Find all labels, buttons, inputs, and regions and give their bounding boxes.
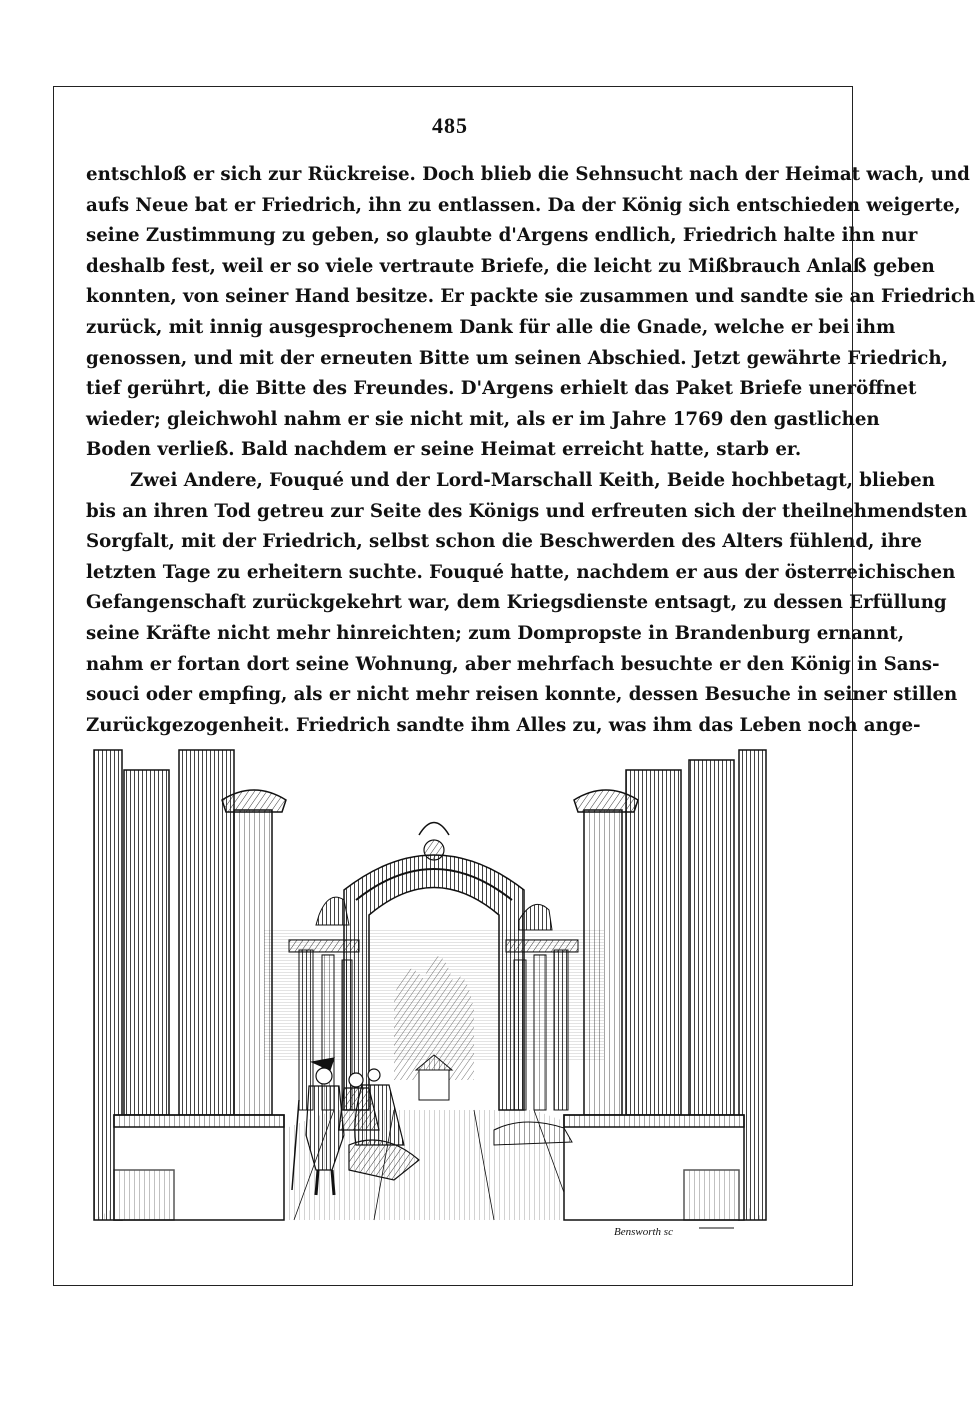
text-line: entschloß er sich zur Rückreise. Doch blieb die Sehnsucht nach der Heimat wach, und [86,164,970,185]
text-line: aufs Neue bat er Friedrich, ihn zu entlassen. Da der König sich entschieden weigerte, [86,194,961,216]
body-text [86,160,975,741]
text-line: tief gerührt, die Bitte des Freundes. D'Argens erhielt das Paket Briefe uneröffnet [86,378,917,400]
page-number: 485 [432,113,468,138]
text-line: nahm er fortan dort seine Wohnung, aber mehrfach besuchte er den König in Sans- [86,653,940,675]
text-line: bis an ihren Tod getreu zur Seite des Königs und erfreuten sich der theilnehmendsten [86,500,968,522]
text-line: Zwei Andere, Fouqué und der Lord-Marschall Keith, Beide hochbetagt, blieben [130,469,935,491]
text-line: Gefangenschaft zurückgekehrt war, dem Kriegsdienste entsagt, zu dessen Erfüllung [86,592,947,614]
text-line: Zurückgezogenheit. Friedrich sandte ihm Alles zu, was ihm das Leben noch ange- [86,714,921,736]
text-line: zurück, mit innig ausgesprochenem Dank für alle die Gnade, welche er bei ihm [86,316,896,338]
text-line: konnten, von seiner Hand besitze. Er packte sie zusammen und sandte sie an Friedrich [86,286,975,308]
text-line: genossen, und mit der erneuten Bitte um seinen Abschied. Jetzt gewährte Friedrich, [86,347,948,369]
text-line: seine Zustimmung zu geben, so glaubte d'Argens endlich, Friedrich halte ihn nur [86,225,918,247]
text-line: Boden verließ. Bald nachdem er seine Heimat erreicht hatte, starb er. [86,439,802,461]
colonnade-illustration [94,750,766,1250]
engraver-signature: Bensworth sc [614,1226,673,1238]
text-line: wieder; gleichwohl nahm er sie nicht mit, als er im Jahre 1769 den gastlichen [86,408,880,430]
text-line: letzten Tage zu erheitern suchte. Fouqué hatte, nachdem er aus der österreichischen [86,561,956,583]
text-line: Sorgfalt, mit der Friedrich, selbst schon die Beschwerden des Alters fühlend, ihre [86,531,923,553]
text-line: souci oder empfing, als er nicht mehr reisen konnte, dessen Besuche in seiner stillen [86,684,958,706]
text-line: deshalb fest, weil er so viele vertraute Briefe, die leicht zu Mißbrauch Anlaß geben [86,255,935,277]
text-line: seine Kräfte nicht mehr hinreichten; zum Dompropste in Brandenburg ernannt, [86,622,905,644]
